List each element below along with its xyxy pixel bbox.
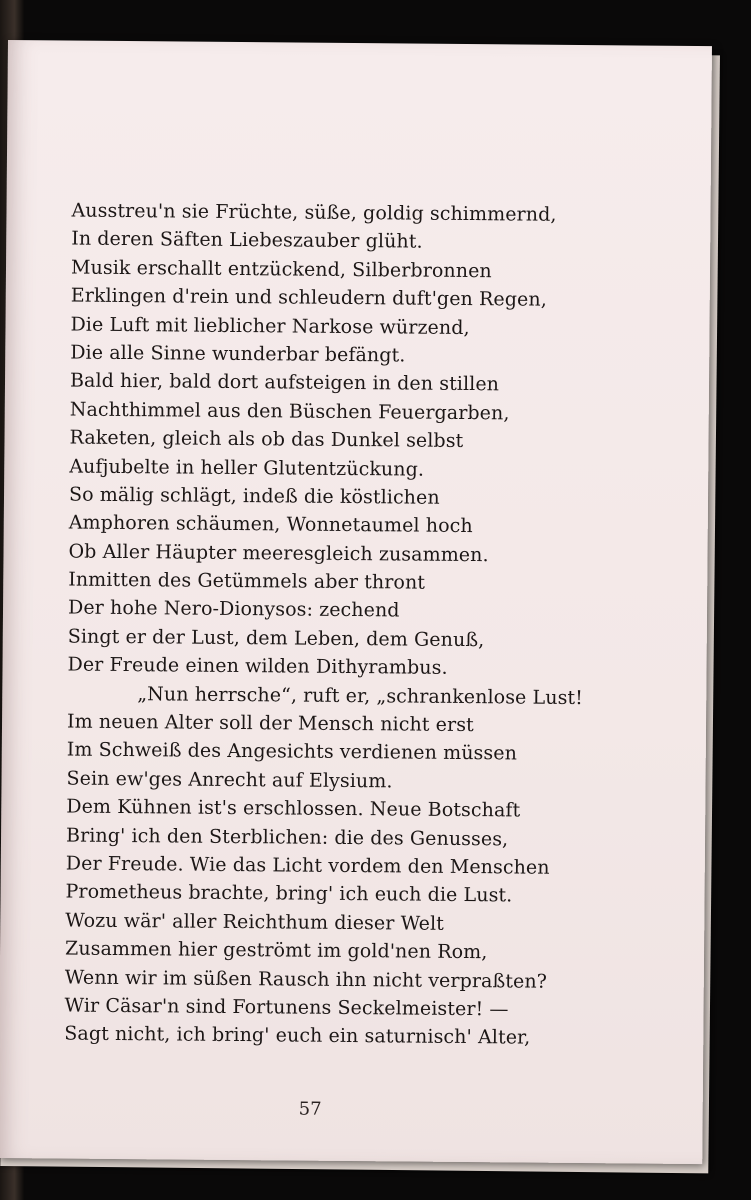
page-number: 57 <box>298 1098 322 1120</box>
poem-line: Sein ew'ges Anrecht auf Elysium. <box>66 767 393 793</box>
poem-line: Wenn wir im süßen Rausch ihn nicht verpraßten? <box>64 966 548 993</box>
poem-line: Im Schweiß des Angesichts verdienen müssen <box>66 738 518 765</box>
poem-line: Wozu wär' aller Reichthum dieser Welt <box>65 909 445 935</box>
poem-line: Singt er der Lust, dem Leben, dem Genuß, <box>67 625 485 652</box>
poem-line: „Nun herrsche“, ruft er, „schrankenlose Lust! <box>137 682 584 709</box>
poem-line: Prometheus brachte, bring' ich euch die Lust. <box>65 880 513 907</box>
poem-line: Aufjubelte in heller Glutentzückung. <box>69 455 425 481</box>
poem-line: Der hohe Nero-Dionysos: zechend <box>67 597 400 622</box>
poem-line: Der Freude. Wie das Licht vordem den Menschen <box>65 852 550 879</box>
book-page <box>0 40 712 1164</box>
poem-line: Bald hier, bald dort aufsteigen in den stillen <box>69 369 500 396</box>
poem-line: Sagt nicht, ich bring' euch ein saturnisch' Alter, <box>64 1022 531 1049</box>
poem-line: Nachthimmel aus den Büschen Feuergarben, <box>69 398 510 425</box>
poem-line: Die alle Sinne wunderbar befängt. <box>70 341 406 367</box>
poem-line: Zusammen hier geströmt im gold'nen Rom, <box>64 937 488 964</box>
poem-line: Ausstreu'n sie Früchte, süße, goldig schimmernd, <box>71 199 557 226</box>
poem-line: Die Luft mit lieblicher Narkose würzend, <box>70 313 470 339</box>
poem-line: So mälig schlägt, indeß die köstlichen <box>68 483 440 509</box>
poem-line: Bring' ich den Sterblichen: die des Genusses, <box>65 824 509 850</box>
poem-line: In deren Säften Liebeszauber glüht. <box>71 227 423 254</box>
poem-line: Musik erschallt entzückend, Silberbronnen <box>70 256 492 283</box>
poem-line: Im neuen Alter soll der Mensch nicht erst <box>66 710 474 737</box>
poem-line: Dem Kühnen ist's erschlossen. Neue Botschaft <box>66 795 521 822</box>
poem-line: Wir Cäsar'n sind Fortunens Seckelmeister! — <box>64 994 509 1021</box>
poem-line: Der Freude einen wilden Dithyrambus. <box>67 653 448 680</box>
poem-text-block <box>64 197 584 1053</box>
poem-line: Amphoren schäumen, Wonnetaumel hoch <box>68 511 473 538</box>
poem-line: Ob Aller Häupter meeresgleich zusammen. <box>68 540 489 566</box>
poem-line: Inmitten des Getümmels aber thront <box>68 568 426 594</box>
poem-line: Erklingen d'rein und schleudern duft'gen Regen, <box>70 284 547 311</box>
poem-line: Raketen, gleich als ob das Dunkel selbst <box>69 426 464 453</box>
